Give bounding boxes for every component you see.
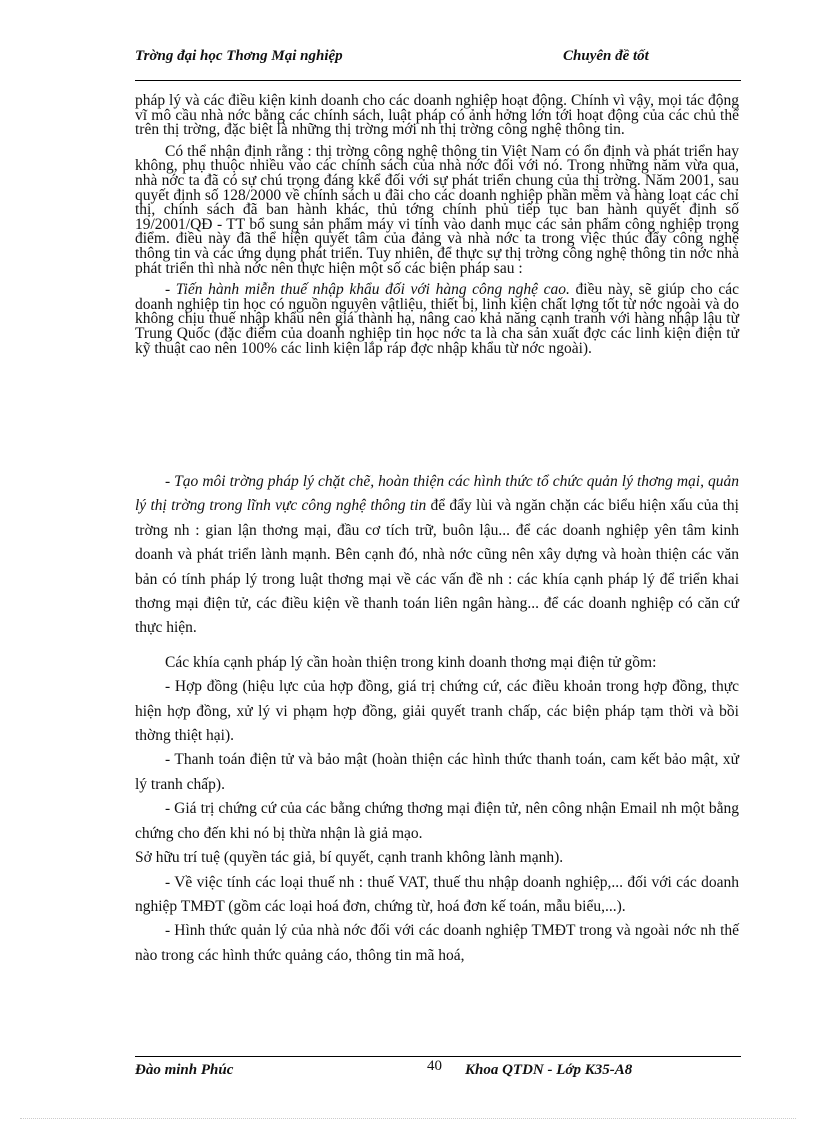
italic-lead: - Tiến hành miễn thuế nhập khẩu đối với hàng công nghệ cao. [165,281,570,299]
page-footer [135,1052,741,1082]
paragraph: Sở hữu trí tuệ (quyền tác giả, bí quyết, cạnh tranh không lành mạnh). [135,849,564,867]
footer-class: Khoa QTDN - Lớp K35-A8 [465,1062,633,1078]
paragraph [135,283,739,356]
header-title: Chuyên đề tốt [563,48,649,64]
paragraph: pháp lý và các điều kiện kinh doanh cho các doanh nghiệp hoạt động. Chính vì vậy, mọi tác động vĩ mô cầu nhà nớc bằng các chính sách, luật pháp có ảnh hởng lớn tới hoạt động của các chủ thể trên thị trờng, đặc biệt là những thị trờng mới nh thị trờng công nghệ thông tin. [135,92,739,139]
footer-author: Đào minh Phúc [135,1062,234,1078]
paragraph: Các khía cạnh pháp lý cần hoàn thiện trong kinh doanh thơng mại điện tử gồm: [165,653,657,671]
paragraph-rest: điều này, sẽ giúp cho các doanh nghiệp tin học có nguồn nguyên vậtliệu, thiết bị, linh kiện chất lợng tốt từ nớc ngoài và do không chịu thuế nhập khẩu nên giá thành hạ, nâng cao khả năng cạnh tranh với hàng nhập lậu từ Trung Quốc (đặc điểm của doanh nghiệp tin học nớc ta là cha sản xuất đợc các linh kiện điện tử kỹ thuật cao nên 100% các linh kiện lắp ráp đợc nhập khẩu từ nớc ngoài). [135,281,740,357]
page-number: 40 [427,1058,442,1074]
paragraph-rest: để đẩy lùi và ngăn chặn các biểu hiện xấu của thị trờng nh : gian lận thơng mại, đầu cơ tích trữ, buôn lậu... để các doanh nghiệp yên tâm kinh doanh và phát triển lành mạnh. Bên cạnh đó, nhà nớc cũng nên xây dựng và hoàn thiện các văn bản có tính pháp lý trong luật thơng mại về các vấn đề nh : các khía cạnh pháp lý để triển khai thơng mại điện tử, các điều kiện về thanh toán liên ngân hàng... để các doanh nghiệp có căn cứ thực hiện. [135,497,739,637]
header-rule [135,80,741,81]
italic-lead: - Tạo môi trờng pháp lý chặt chẽ, hoàn thiện các hình thức tổ chức quản lý thơng mại, quản lý thị trờng trong lĩnh vực công nghệ thông tin [135,473,739,515]
paragraph: - Thanh toán điện tử và bảo mật (hoàn thiện các hình thức thanh toán, cam kết bảo mật, xử lý tranh chấp). [135,751,739,793]
page-header [135,48,741,80]
loose-text-block [135,470,739,968]
footer-rule [135,1056,741,1057]
paragraph: - Hình thức quản lý của nhà nớc đối với các doanh nghiệp TMĐT trong và ngoài nớc nh thế nào trong các hình thức quảng cáo, thông tin mã hoá, [135,922,739,964]
paragraph: Có thể nhận định rằng : thị trờng công nghệ thông tin Việt Nam có ổn định và phát triển hay không, phụ thuộc nhiều vào các chính sách của nhà nớc đối với nó. Trong những năm vừa qua, nhà nớc ta đã có sự chú trọng đáng kkể đối với sự phát triển chung của thị trờng. Năm 2001, sau quyết định số 128/2000 về chính sách u đãi cho các doanh nghiệp phần mềm và hàng loạt các chỉ thị, chính sách đã ban hành khác, thủ tớng chính phủ tiếp tục ban hành quyết định số 19/2001/QĐ - TT bổ sung sản phẩm máy vi tính vào danh mục các sản phẩm công nghiệp trọng điểm. điều này đã thể hiện quyết tâm của đảng và nhà nớc ta trong việc thúc đẩy công nghệ thông tin và các ứng dụng phát triển. Tuy nhiên, để thực sự thị trờng công nghệ thông tin nớc nhà phát triển thì nhà nớc nên thực hiện một số các biện pháp sau : [135,142,739,277]
paragraph: - Hợp đồng (hiệu lực của hợp đồng, giá trị chứng cứ, các điều khoản trong hợp đồng, thực hiện hợp đồng, xử lý vi phạm hợp đồng, giải quyết tranh chấp, các biện pháp tạm thời và bồi thờng thiệt hại). [135,678,739,745]
header-school: Trờng đại học Thơng Mại nghiệp [135,48,343,64]
page-edge-dots [20,1118,796,1119]
paragraph [135,470,739,641]
paragraph: - Giá trị chứng cứ của các bằng chứng thơng mại điện tử, nên công nhận Email nh một bằng chứng cho đến khi nó bị thừa nhận là giả mạo. [135,800,739,842]
paragraph: - Về việc tính các loại thuế nh : thuế VAT, thuế thu nhập doanh nghiệp,... đối với các doanh nghiệp TMĐT (gồm các loại hoá đơn, chứng từ, hoá đơn kế toán, mẫu biểu,...). [135,873,739,915]
dense-text-block [135,94,739,356]
